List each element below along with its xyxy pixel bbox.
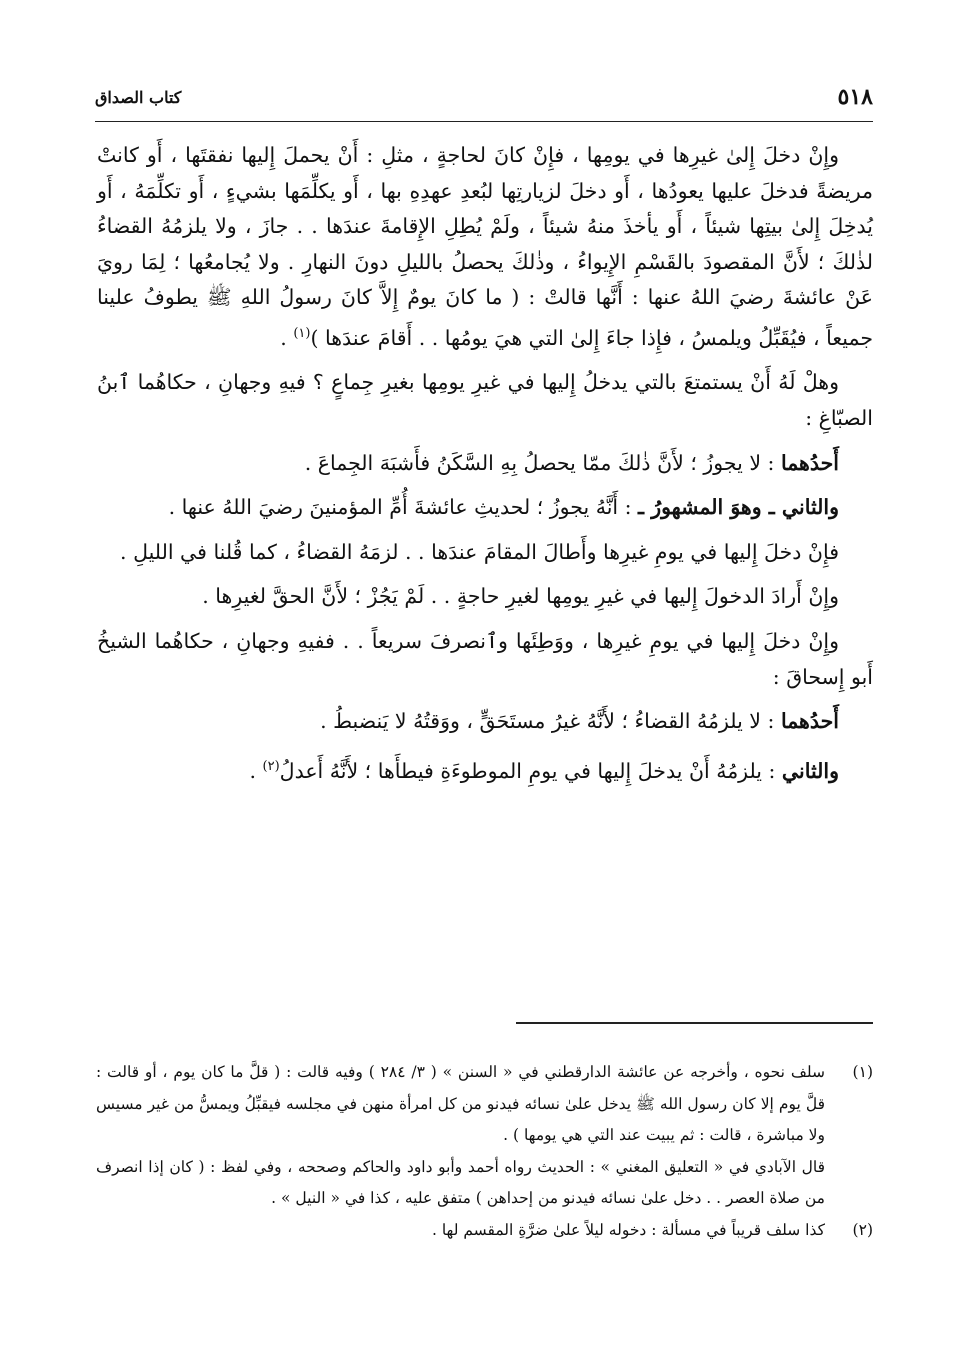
paragraph-9-end: . (249, 758, 263, 783)
book-title: كتاب الصداق (95, 88, 182, 107)
footnote-1-text: سلف نحوه ، وأخرجه عن عائشة الدارقطني في « السنن » ( ٣/ ٢٨٤ ) وفيه قالت : ( قلَّ ما كان يوم ، أو قالت : قلَّ يوم إلا كان رسول الله ﷺ يدخل علىٰ نسائه فيدنو من كل امرأة منهن في مجلسه فيقبِّلُ ويمسُّ من غير مسيس ولا مباشرة ، قالت : ثم يبيت عند التي هي يومها ) . (96, 1063, 825, 1144)
footnote-ref-1[interactable]: (١) (293, 325, 311, 341)
paragraph-4-lead: والثاني ـ وهوَ المشهورُ ـ (638, 495, 839, 520)
paragraph-9-lead: والثاني (781, 758, 839, 783)
paragraph-2: وهلْ لَهُ أَنْ يستمتعَ بالتي يدخلُ إِليها في غيرِ يومِها بغيرِ جِماعٍ ؟ فيهِ وجهانِ ، حكاهُما ٱبنُ الصبّاغِ : (97, 370, 873, 430)
paragraph-3 (97, 446, 873, 482)
paragraph-1-end: . (280, 325, 294, 350)
header-divider (95, 121, 873, 122)
footnote-2-number: (٢) (852, 1220, 873, 1239)
paragraph-3-lead: أَحدُهما (780, 450, 839, 475)
paragraph-5: فإِنْ دخلَ إِليها في يومِ غيرِها وأَطالَ المقامَ عندَها . . لزمَهُ القضاءُ ، كما قُلنا في الليلِ . (120, 539, 839, 564)
footnote-1-text-2: قال الآبادي في « التعليق المغني » : الحديث رواه أحمد وأبو داود والحاكم وصححه ، وفي لفظ : ( كان إذا انصرف من صلاة العصر . . دخل علىٰ نسائه فيدنو من إحداهن ) متفق عليه ، كذا في « النيل » . (96, 1157, 825, 1207)
paragraph-9-text: : يلزمُهُ أَنْ يدخلَ إِليها في يومِ الموطوءَةِ فيطأَها ؛ لأَنَّهُ أَعدلُ (279, 758, 782, 783)
page-number: ٥١٨ (837, 84, 873, 110)
paragraph-7: وإِنْ دخلَ إِليها في يومِ غيرِها ، ووَطِئَها وٱنصرفَ سريعاً . . ففيهِ وجهانِ ، حكاهُما الشيخُ أَبو إِسحاقَ : (97, 628, 873, 689)
paragraph-8-text: : لا يلزمُهُ القضاءُ ؛ لأَنَّهُ غيرُ مستَحَقٍّ ، ووَقتُهُ لا يَنضبطُ . (320, 709, 781, 734)
footnote-2 (96, 1215, 873, 1247)
paragraph-4-text: : أَنَّهُ يجوزُ ؛ لحديثِ عائشةَ أُمِّ المؤمنينَ رضيَ اللهُ عنها . (168, 495, 639, 520)
footnote-1-number: (١) (852, 1063, 873, 1081)
footnotes (96, 1057, 873, 1246)
paragraph-8-lead: أَحدُهما (780, 709, 839, 734)
paragraph-9 (97, 749, 873, 789)
paragraph-3-text: : لا يجوزُ ؛ لأَنَّ ذٰلكَ ممّا يحصلُ بِهِ السَّكَنُ فأَشبَهَ الجِماعَ . (304, 450, 781, 475)
footnote-1 (96, 1057, 873, 1215)
footnote-divider (516, 1022, 873, 1024)
footnote-ref-2[interactable]: (٢) (262, 758, 280, 774)
paragraph-1 (97, 138, 873, 356)
footnote-2-text: كذا سلف قريباً في مسألة : دخوله ليلاً علىٰ ضرَّةِ المقسم لها . (431, 1220, 825, 1239)
paragraph-4 (97, 490, 873, 526)
paragraph-1-text: وإِنْ دخلَ إِلىٰ غيرِها في يومِها ، فإِنْ كانَ لحاجةٍ ، مثلِ : أَنْ يحملَ إِليها نفقتَها ، أَو كانتْ مريضةً فدخلَ عليها يعودُها ، أَو دخلَ لزيارتِها لبُعدِ عهدِهِ بها ، أَو يكلِّمَها بشيءٍ ، أَو تكلِّمَهُ ، أَو يُدخِلَ إِلىٰ بيتِها شيئاً ، أَو يأخذَ منهُ شيئاً ، ولَمْ يُطِلِ الإِقامةَ عندَها . . جازَ ، ولا يلزمُهُ القضاءُ لذٰلكَ ؛ لأَنَّ المقصودَ بالقَسْمِ الإِيواءُ ، وذٰلكَ يحصلُ بالليلِ دونَ النهارِ . ولا يُجامعُها ؛ لِمَا رويَ عَنْ عائشةَ رضيَ اللهُ عنها : أَنَّها قالتْ : ( ما كانَ يومٌ إِلاَّ كانَ رسولُ اللهِ ﷺ يطوفُ علينا جميعاً ، فيُقَبِّلُ ويلمسُ ، فإِذا جاءَ إِلىٰ التي هيَ يومُها . . أَقامَ عندَها ) (97, 143, 873, 350)
running-header (95, 84, 873, 118)
paragraph-8 (97, 704, 873, 740)
paragraph-6: وإِنْ أَرادَ الدخولَ إِليها في غيرِ يومِها لغيرِ حاجةٍ . . لَمْ يَجُزْ ؛ لأَنَّ الحقَّ لغيرِها . (202, 584, 839, 609)
main-text (97, 138, 873, 798)
